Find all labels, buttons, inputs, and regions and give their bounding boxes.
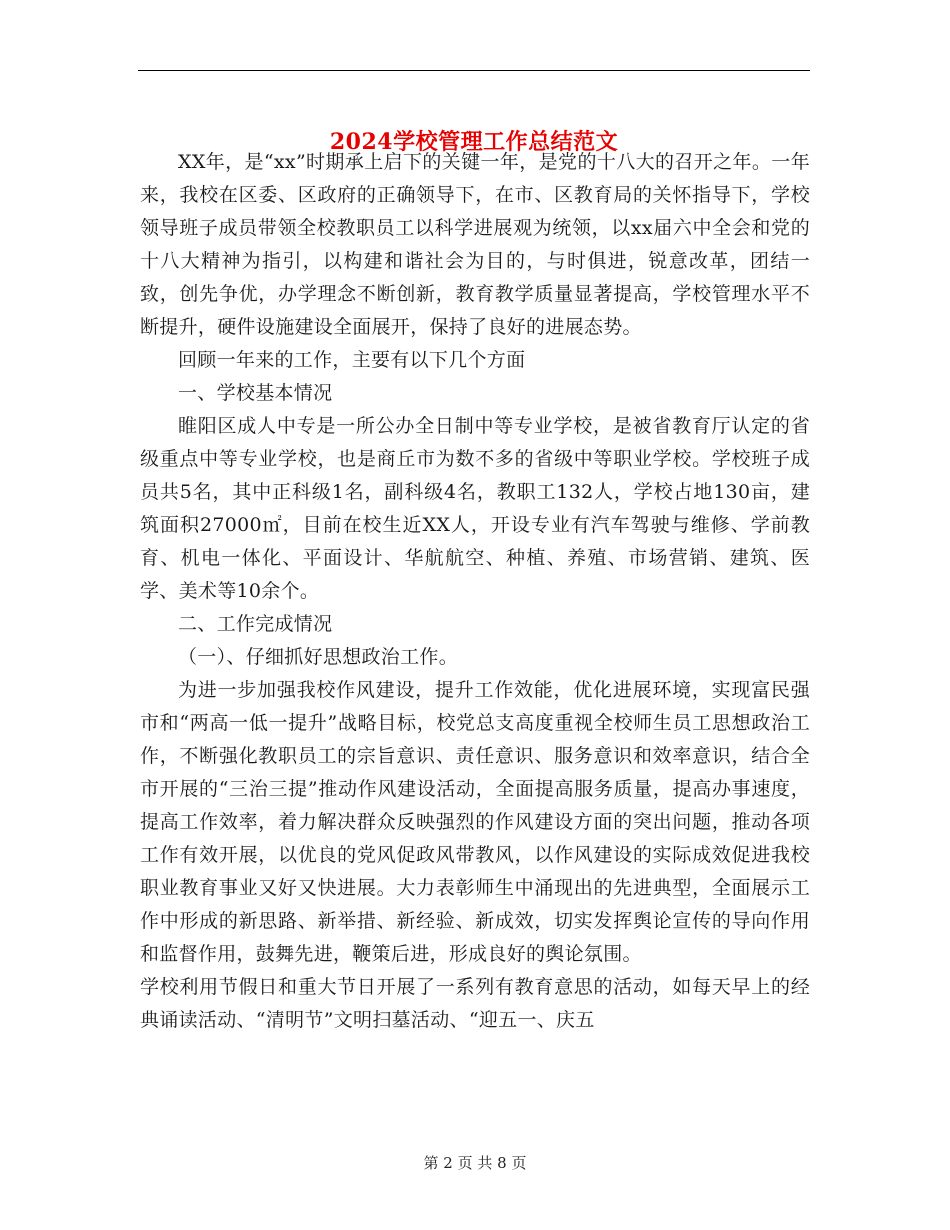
section-heading-work-completion: 二、工作完成情况 (178, 613, 333, 635)
paragraph-activities: 学校利用节假日和重大节日开展了一系列有教育意思的活动，如每天早上的经典诵读活动、“清明节”文明扫墓活动、“迎五一、庆五 (140, 976, 810, 1031)
paragraph-basic-info: 睢阳区成人中专是一所公办全日制中等专业学校，是被省教育厅认定的省级重点中等专业学校，也是商丘市为数不多的省级中等职业学校。学校班子成员共5名，其中正科级1名，副科级4名，教职工132人，学校占地130亩，建筑面积27000㎡，目前在校生近XX人，开设专业有汽车驾驶与维修、学前教育、机电一体化、平面设计、华航航空、种植、养殖、市场营销、建筑、医学、美术等10余个。 (140, 415, 810, 602)
header-rule (138, 70, 810, 71)
subsection-heading-political-work: （一）、仔细抓好思想政治工作。 (178, 646, 459, 668)
page-footer: 第 2 页 共 8 页 (423, 1154, 527, 1172)
paragraph-political-work: 为进一步加强我校作风建设，提升工作效能，优化进展环境，实现富民强市和“两高一低一提升”战略目标，校党总支高度重视全校师生员工思想政治工作，不断强化教职员工的宗旨意识、责任意识、服务意识和效率意识，结合全市开展的“三治三提”推动作风建设活动，全面提高服务质量，提高办事速度，提高工作效率，着力解决群众反映强烈的作风建设方面的突出问题，推动各项工作有效开展，以优良的党风促政风带教风，以作风建设的实际成效促进我校职业教育事业又好又快进展。大力表彰师生中涌现出的先进典型，全面展示工作中形成的新思路、新举措、新经验、新成效，切实发挥舆论宣传的导向作用和监督作用，鼓舞先进，鞭策后进，形成良好的舆论氛围。 (140, 679, 810, 965)
paragraph-review: 回顾一年来的工作，主要有以下几个方面 (178, 349, 526, 371)
paragraph-intro: XX年，是“xx”时期承上启下的关键一年，是党的十八大的召开之年。一年来，我校在区委、区政府的正确领导下，在市、区教育局的关怀指导下，学校领导班子成员带领全校教职员工以科学进展观为统领，以xx届六中全会和党的十八大精神为指引，以构建和谐社会为目的，与时俱进，锐意改革，团结一致，创先争优，办学理念不断创新，教育教学质量显著提高，学校管理水平不断提升，硬件设施建设全面展开，保持了良好的进展态势。 (140, 151, 810, 338)
document-title: 2024学校管理工作总结范文 (329, 128, 619, 155)
document-body (140, 146, 810, 1037)
section-heading-basic-info: 一、学校基本情况 (178, 382, 333, 404)
